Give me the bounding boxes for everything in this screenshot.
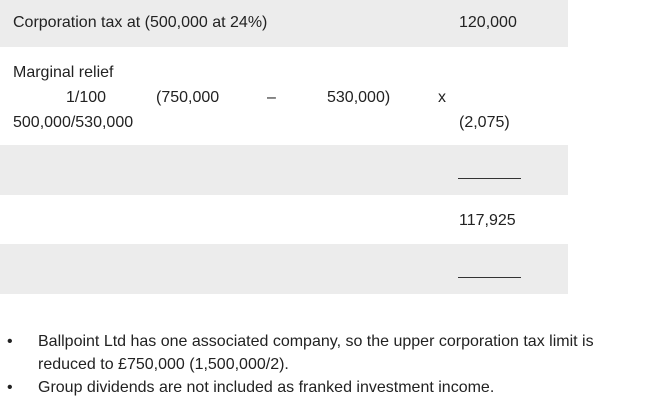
relief-multiply-sign: x — [438, 89, 446, 106]
marginal-relief-label: Marginal relief — [13, 64, 114, 81]
row-total — [0, 195, 568, 244]
marginal-relief-amount: (2,075) — [459, 114, 510, 131]
note-text: Ballpoint Ltd has one associated company, so the upper corporation tax limit is reduced to £750,000 (1,500,000/2). — [38, 333, 594, 373]
subtotal-underline — [458, 178, 521, 179]
notes-list — [0, 330, 653, 399]
relief-upper-limit: (750,000 — [156, 89, 220, 106]
note-item — [0, 376, 653, 399]
bullet-icon: • — [7, 333, 13, 350]
note-text: Group dividends are not included as franked investment income. — [38, 379, 495, 396]
relief-minus-sign: – — [267, 89, 276, 106]
row-total-rule — [0, 244, 568, 294]
relief-fraction: 1/100 — [66, 89, 107, 106]
relief-profits: 530,000) — [327, 89, 391, 106]
total-tax-amount: 117,925 — [459, 212, 516, 229]
row-subtotal-rule — [0, 145, 568, 195]
corporation-tax-amount: 120,000 — [459, 14, 517, 31]
row-corporation-tax — [0, 0, 568, 47]
row-marginal-relief — [0, 47, 568, 145]
note-item — [0, 330, 653, 376]
total-underline — [458, 277, 521, 278]
corporation-tax-label: Corporation tax at (500,000 at 24%) — [13, 14, 268, 31]
bullet-icon: • — [7, 379, 13, 396]
relief-ratio: 500,000/530,000 — [13, 114, 134, 131]
